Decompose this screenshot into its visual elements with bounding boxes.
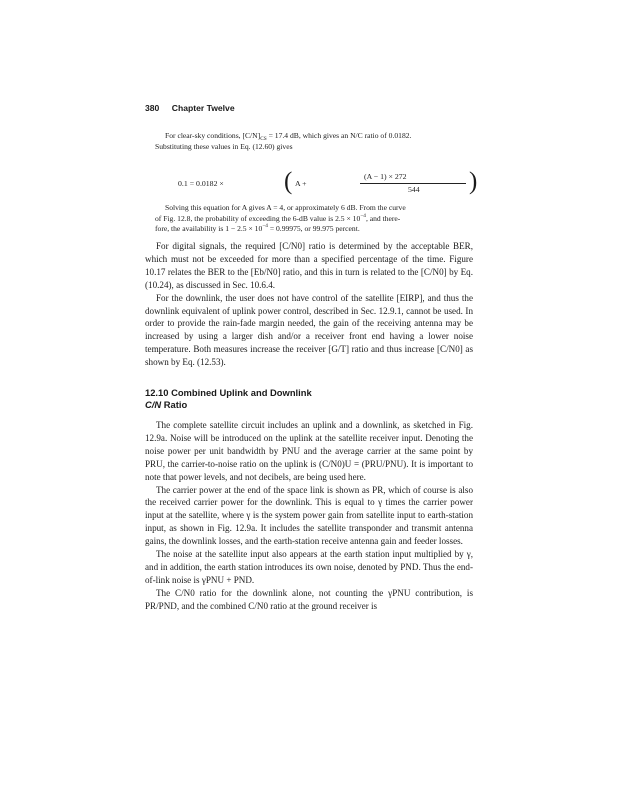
- page-header: [145, 103, 245, 113]
- example-solution: [155, 203, 472, 235]
- example-line-1: For clear-sky conditions, $[C/N]_{CS} = 17.4$ dB, which gives an N/C ratio of 0.0182.: [165, 131, 412, 142]
- solution-line-1: Solving this equation for A gives A = 4, or approximately 6 dB. From the curve: [165, 203, 406, 212]
- chapter-title: Chapter Twelve: [171, 103, 235, 113]
- left-paren: (: [284, 168, 293, 195]
- paragraph-digital-signals: For digital signals, the required [C/N0] ratio is determined by the acceptable BER, which must not be exceeded for more than a specified percentage of the time. Figure 10.17 relates the BER to the [Eb/N0] ratio, and this in turn is related to the [C/N0] by Eq. (10.24), as discussed in Sec. 10.6.4.: [145, 241, 473, 290]
- fraction-denominator: 544: [408, 185, 420, 194]
- paragraph-complete-circuit: The complete satellite circuit includes an uplink and a downlink, as sketched in Fig. 12.9a. Noise will be introduced on the uplink at the satellite receiver input. Denoting the noise power per unit bandwidth by PNU and the average carrier at the same point by PRU, the carrier-to-noise ratio on the uplink is (C/N0)U = (PRU/PNU). It is important to note that power levels, and not decibels, are being used here.: [145, 420, 473, 482]
- equation: [178, 170, 478, 198]
- fraction-numerator: (A − 1) × 272: [364, 172, 407, 181]
- paragraph-downlink-ratio: The C/N0 ratio for the downlink alone, not counting the γPNU contribution, is PR/PND, and the combined C/N0 ratio at the ground receiver is: [145, 587, 473, 611]
- section-title-line-2: C/N Ratio: [145, 399, 188, 410]
- solution-line-2: of Fig. 12.8, the probability of exceeding the 6-dB value is $2.5 \times 10^{-4}$, and there-: [155, 212, 401, 223]
- paragraph-carrier-power: The carrier power at the end of the space link is shown as PR, which of course is also the received carrier power for the downlink. This is equal to γ times the carrier power input at the satellite, where γ is the system power gain from satellite input to earth-station input, as shown in Fig. 12.9a. It includes the satellite transponder and transmit antenna gains, the downlink losses, and the earth-station receive antenna gain and feeder losses.: [145, 484, 473, 547]
- equation-lhs: 0.1 = 0.0182 ×: [178, 179, 224, 188]
- paragraph-noise: The noise at the satellite input also appears at the earth station input multiplied by γ, and in addition, the earth station introduces its own noise, denoted by PND. Thus the end-of-link noise is γPNU + PND.: [145, 549, 473, 585]
- page-number: 380: [145, 103, 160, 113]
- example-block: [155, 131, 472, 152]
- body-text-section: [145, 419, 473, 613]
- body-text-top: [145, 240, 473, 369]
- right-paren: ): [469, 168, 478, 195]
- equation-a-term: A +: [295, 179, 307, 188]
- example-line-2: Substituting these values in Eq. (12.60) gives: [155, 141, 293, 151]
- solution-line-3: fore, the availability is $1 - 2.5 \times 10^{-4} = 0.99975$, or 99.975 percent.: [155, 223, 360, 234]
- section-title-line-1: 12.10 Combined Uplink and Downlink: [145, 387, 312, 398]
- fraction-bar: [360, 183, 466, 184]
- section-heading: [145, 387, 312, 411]
- paragraph-downlink: For the downlink, the user does not have control of the satellite [EIRP], and thus the downlink equivalent of uplink power control, described in Sec. 12.9.1, cannot be used. In order to provide the rain-fade margin needed, the gain of the receiving antenna may be increased by using a larger dish and/or a receiver front end having a lower noise temperature. Both measures increase the receiver [G/T] ratio and thus increase [C/N0] as shown by Eq. (12.53).: [145, 292, 473, 368]
